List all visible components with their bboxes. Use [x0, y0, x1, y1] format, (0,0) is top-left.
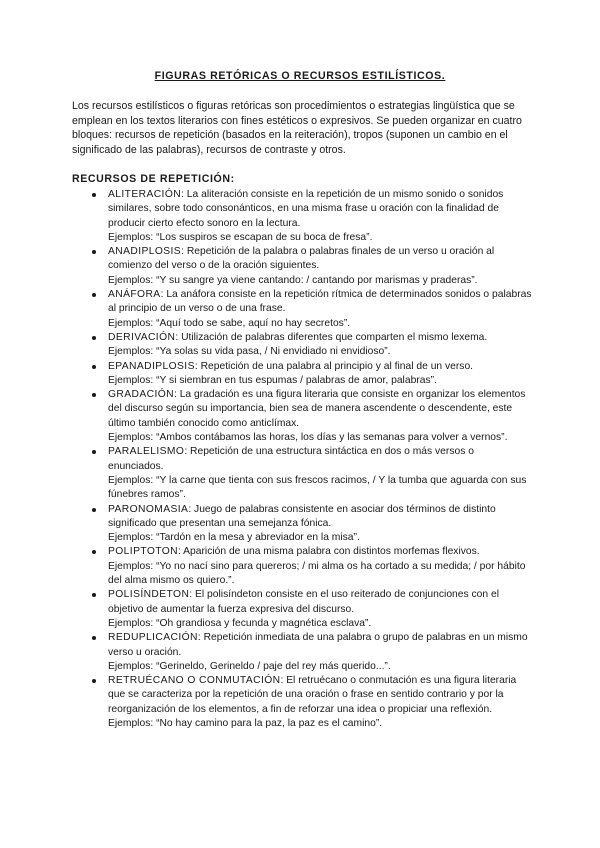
list-item: [92, 503, 532, 546]
figure-description: El polisíndeton consiste en el uso reiterado de conjunciones con el objetivo de aumentar la fuerza expresiva del discurso.: [108, 589, 499, 615]
figure-description: Repetición inmediata de una palabra o grupo de palabras en un mismo verso u oración.: [108, 632, 528, 658]
section-heading: RECURSOS DE REPETICIÓN:: [72, 173, 235, 185]
figure-term: DERIVACIÓN: [108, 331, 176, 343]
figure-description: Repetición de una estructura sintáctica en dos o más versos o enunciados.: [108, 446, 474, 472]
figure-term: PARONOMASIA: [108, 503, 189, 515]
figure-example: Ejemplos: “No hay camino para la paz, la paz es el camino”.: [108, 717, 383, 729]
list-item: [92, 388, 532, 445]
figure-description: Utilización de palabras diferentes que comparten el mismo lexema.: [181, 331, 488, 343]
figure-term: POLISÍNDETON: [108, 589, 190, 601]
figures-list: [92, 188, 532, 731]
figure-example: Ejemplos: “Y su sangre ya viene cantando: / cantando por marismas y praderas”.: [108, 274, 478, 286]
figure-definition: PARONOMASIA: Juego de palabras consistente en asociar dos términos de distinto significado que presentan una semejanza fónica.: [108, 503, 496, 529]
figure-description: Repetición de una palabra al principio y al final de un verso.: [200, 360, 474, 372]
figure-definition: GRADACIÓN: La gradación es una figura literaria que consiste en organizar los elementos del discurso según su importancia, bien sea de manera ascendente o descendente, este último también conocido como anticlímax.: [108, 389, 526, 429]
figure-term: GRADACIÓN: [108, 389, 174, 401]
figure-description: Juego de palabras consistente en asociar dos términos de distinto significado que presentan una semejanza fónica.: [108, 503, 496, 529]
intro-paragraph: Los recursos estilísticos o figuras retóricas son procedimientos o estrategias lingüística que se emplean en los textos literarios con fines estéticos o expresivos. Se pueden organizar en cuatro bloques: recursos de repetición (basados en la reiteración), tropos (suponen un cambio en el significado de las palabras), recursos de contraste y otros.: [72, 100, 522, 156]
figure-example: Ejemplos: “Gerineldo, Gerineldo / paje del rey más querido...”.: [108, 660, 391, 672]
figure-example: Ejemplos: “Los suspiros se escapan de su boca de fresa”.: [108, 231, 373, 243]
figure-example: Ejemplos: “Yo no nací sino para quereros; / mi alma os ha cortado a su medida; / por hábito del alma mismo os quiero.”.: [108, 560, 526, 587]
figure-description: Aparición de una misma palabra con distintos morfemas flexivos.: [183, 546, 480, 558]
figure-example: Ejemplos: “Aquí todo se sabe, aquí no hay secretos”.: [108, 317, 351, 329]
figure-example: Ejemplos: “Tardón en la mesa y abreviador en la misa”.: [108, 532, 360, 544]
figure-description: La gradación es una figura literaria que consiste en organizar los elementos del discurso según su importancia, bien sea de manera ascendente o descendente, este último también conocido como anticlímax.: [108, 389, 526, 429]
figure-definition: ANADIPLOSIS: Repetición de la palabra o palabras finales de un verso u oración al comienzo del verso o de la oración siguientes.: [108, 246, 495, 272]
figure-definition: EPANADIPLOSIS: Repetición de una palabra al principio y al final de un verso.: [108, 360, 474, 372]
figure-definition: RETRUÉCANO O CONMUTACIÓN: El retruécano o conmutación es una figura literaria que se caracteriza por la repetición de una oración o frase en sentido contrario y por la reorganización de los elementos, a fin de reforzar una idea o propiciar una reflexión.: [108, 675, 517, 715]
figure-term: ANADIPLOSIS: [108, 246, 182, 258]
list-item: [92, 445, 532, 502]
figure-example: Ejemplos: “Ambos contábamos las horas, los días y las semanas para volver a vernos”.: [108, 432, 508, 444]
list-item: [92, 360, 532, 389]
figure-term: ALITERACIÓN: [108, 189, 182, 200]
figure-definition: POLISÍNDETON: El polisíndeton consiste en el uso reiterado de conjunciones con el objetivo de aumentar la fuerza expresiva del discurso.: [108, 589, 499, 615]
figure-example: Ejemplos: “Oh grandiosa y fecunda y magnética esclava”.: [108, 617, 372, 629]
figure-definition: ALITERACIÓN: La aliteración consiste en la repetición de un mismo sonido o sonidos similares, sobre todo consonánticos, en una misma frase u oración con la finalidad de producir cierto efecto sonoro en la lectura.: [108, 189, 504, 229]
figure-definition: ANÁFORA: La anáfora consiste en la repetición rítmica de determinados sonidos o palabras al principio de un verso o de una frase.: [108, 289, 532, 315]
figure-description: La aliteración consiste en la repetición de un mismo sonido o sonidos similares, sobre todo consonánticos, en una misma frase u oración con la finalidad de producir cierto efecto sonoro en la lectura.: [108, 189, 504, 229]
figure-term: RETRUÉCANO O CONMUTACIÓN: [108, 675, 281, 687]
figure-definition: POLIPTOTON: Aparición de una misma palabra con distintos morfemas flexivos.: [108, 546, 480, 558]
figure-term: POLIPTOTON: [108, 546, 178, 558]
figure-term: REDUPLICACIÓN: [108, 632, 198, 644]
list-item: [92, 631, 532, 674]
document-title: FIGURAS RETÓRICAS O RECURSOS ESTILÍSTICOS.: [154, 70, 446, 82]
list-item: [92, 331, 532, 360]
figure-term: ANÁFORA: [108, 289, 161, 301]
figure-example: Ejemplos: “Y la carne que tienta con sus frescos racimos, / Y la tumba que aguarda con sus fúnebres ramos”.: [108, 474, 527, 501]
list-item: [92, 588, 532, 631]
list-item: [92, 188, 532, 245]
figure-description: La anáfora consiste en la repetición rítmica de determinados sonidos o palabras al principio de un verso o de una frase.: [108, 289, 532, 315]
list-item: [92, 288, 532, 331]
figure-description: Repetición de la palabra o palabras finales de un verso u oración al comienzo del verso o de la oración siguientes.: [108, 246, 495, 272]
figure-definition: PARALELISMO: Repetición de una estructura sintáctica en dos o más versos o enunciados.: [108, 446, 474, 472]
figure-term: EPANADIPLOSIS: [108, 360, 195, 372]
figure-example: Ejemplos: “Ya solas su vida pasa, / Ni envidiado ni envidioso”.: [108, 346, 391, 358]
list-item: [92, 674, 532, 731]
figure-definition: REDUPLICACIÓN: Repetición inmediata de una palabra o grupo de palabras en un mismo verso u oración.: [108, 632, 528, 658]
figure-term: PARALELISMO: [108, 446, 185, 458]
list-item: [92, 545, 532, 588]
list-item: [92, 245, 532, 288]
figure-definition: DERIVACIÓN: Utilización de palabras diferentes que comparten el mismo lexema.: [108, 331, 488, 343]
figure-example: Ejemplos: “Y si siembran en tus espumas / palabras de amor, palabras”.: [108, 374, 437, 386]
figure-description: El retruécano o conmutación es una figura literaria que se caracteriza por la repetición de una oración o frase en sentido contrario y por la reorganización de los elementos, a fin de reforzar una idea o propiciar una reflexión.: [108, 675, 517, 715]
